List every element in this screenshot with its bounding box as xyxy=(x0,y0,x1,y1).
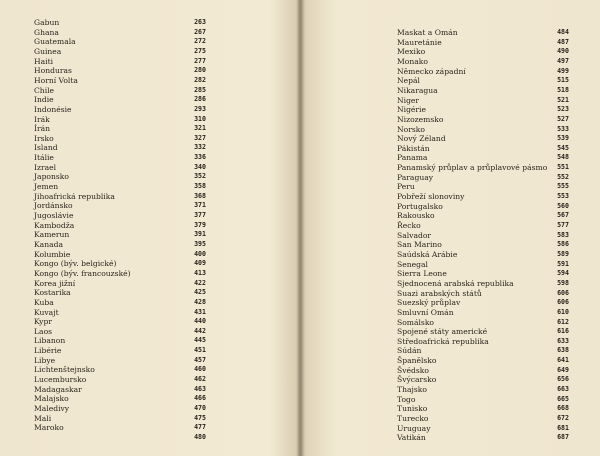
page-number: 275 xyxy=(194,46,206,55)
page-number: 371 xyxy=(194,201,206,210)
page-number: 282 xyxy=(194,75,206,84)
page-number: 687 xyxy=(557,433,569,442)
country-name: Kanada xyxy=(34,239,64,249)
page-number: 451 xyxy=(194,346,206,355)
country-name: Irsko xyxy=(34,133,54,143)
country-name: Kostarika xyxy=(34,288,71,298)
page-number: 463 xyxy=(194,384,206,393)
country-name: Chile xyxy=(34,85,55,95)
country-name: Kuba xyxy=(34,297,54,307)
country-name: Irák xyxy=(34,114,50,124)
page-number: 515 xyxy=(557,76,569,85)
country-name: Indonésie xyxy=(34,104,72,114)
country-name: Ghana xyxy=(34,27,59,37)
page-number: 272 xyxy=(194,37,206,46)
country-name: Senegal xyxy=(397,259,428,269)
page-number: 656 xyxy=(557,375,569,384)
country-name: Rakousko xyxy=(397,211,435,221)
page-number: 340 xyxy=(194,162,206,171)
country-name: Libye xyxy=(34,355,56,365)
page-number: 280 xyxy=(194,66,206,75)
page-number: 277 xyxy=(194,56,206,65)
page-number: 395 xyxy=(194,239,206,248)
country-name: Írán xyxy=(34,124,51,134)
page-number: 649 xyxy=(557,365,569,374)
country-name: San Marino xyxy=(397,240,442,250)
left-page xyxy=(0,0,299,456)
page-number: 475 xyxy=(194,413,206,422)
page-number: 480 xyxy=(194,432,206,441)
country-name: Norsko xyxy=(397,124,425,134)
country-name: Libanon xyxy=(34,336,66,346)
country-name: Maskat a Omán xyxy=(397,28,458,37)
page-number: 552 xyxy=(557,172,569,181)
country-name: Mali xyxy=(34,413,52,423)
page-number: 591 xyxy=(557,259,569,268)
country-name: Laos xyxy=(34,326,53,336)
country-name: Sierra Leone xyxy=(397,269,447,279)
country-name: Středoafrická republika xyxy=(397,336,489,346)
page-number: 606 xyxy=(557,298,569,307)
page-number: 431 xyxy=(194,307,206,316)
page-number: 409 xyxy=(194,259,206,268)
country-name: Nepál xyxy=(397,76,420,86)
page-number: 327 xyxy=(194,133,206,142)
country-name: Jemen xyxy=(34,182,59,192)
country-name: Jihoafrická republika xyxy=(34,191,115,201)
country-name: Paraguay xyxy=(397,172,434,182)
country-name: Kamerun xyxy=(34,230,70,240)
page-number: 368 xyxy=(194,191,206,200)
page-number: 672 xyxy=(557,414,569,422)
page-number: 497 xyxy=(557,56,569,65)
page-number: 594 xyxy=(557,269,569,278)
page-number: 533 xyxy=(557,124,569,133)
country-name: Indie xyxy=(34,95,54,105)
page-number: 484 xyxy=(557,28,569,36)
page-number: 586 xyxy=(557,240,569,249)
country-name: Panama xyxy=(397,153,428,163)
country-name: Kuvajt xyxy=(34,307,59,317)
country-name: Mexiko xyxy=(397,47,426,57)
page-number: 551 xyxy=(557,163,569,172)
page-number: 470 xyxy=(194,404,206,412)
country-name: Suezský průplav xyxy=(397,298,461,308)
page-number: 589 xyxy=(557,249,569,258)
page-number: 466 xyxy=(194,394,206,403)
country-name: Monako xyxy=(397,56,428,66)
page-number: 377 xyxy=(194,211,206,219)
country-name: Lucembursko xyxy=(34,375,87,385)
country-name: Madagaskar xyxy=(34,384,82,394)
page-number: 440 xyxy=(194,317,206,326)
page-number: 521 xyxy=(557,95,569,104)
country-name: Horní Volta xyxy=(34,75,78,85)
country-name: Tunisko xyxy=(397,404,428,414)
country-name: Lichtenštejnsko xyxy=(34,365,95,375)
page-number: 445 xyxy=(194,336,206,345)
page-number: 633 xyxy=(557,336,569,345)
country-name: Maroko xyxy=(34,423,64,433)
page-number: 477 xyxy=(194,423,206,432)
country-name: Honduras xyxy=(34,66,72,76)
country-name: Maledivy xyxy=(34,404,70,413)
page-number: 548 xyxy=(557,153,569,162)
country-name: Korea jižní xyxy=(34,278,76,288)
country-name: Guatemala xyxy=(34,37,76,47)
country-name: Haiti xyxy=(34,56,54,66)
country-name: Súdán xyxy=(397,346,422,356)
page-number: 681 xyxy=(557,423,569,432)
page-number: 610 xyxy=(557,307,569,316)
country-name: Jordánsko xyxy=(34,201,73,211)
page-number: 560 xyxy=(557,201,569,210)
page-number: 545 xyxy=(557,143,569,152)
page-number: 487 xyxy=(557,37,569,46)
page-number: 616 xyxy=(557,327,569,336)
page-number: 665 xyxy=(557,394,569,403)
page-number: 457 xyxy=(194,355,206,364)
country-name: Panamský průplav a průplavové pásmo xyxy=(397,163,548,173)
country-name: Kambodža xyxy=(34,220,75,230)
page-number: 668 xyxy=(557,404,569,413)
country-name: Španělsko xyxy=(397,356,437,366)
country-name: Kongo (býv. belgické) xyxy=(34,259,117,269)
country-name: Japonsko xyxy=(34,172,69,182)
page-number: 555 xyxy=(557,182,569,191)
page-number: 400 xyxy=(194,249,206,258)
page-number: 425 xyxy=(194,288,206,297)
country-name: Saúdská Arábie xyxy=(397,249,458,259)
page-number: 499 xyxy=(557,66,569,75)
page-number: 663 xyxy=(557,385,569,394)
country-name: Vatikán xyxy=(397,433,426,443)
country-name: Sjednocená arabská republika xyxy=(397,278,514,288)
page-number: 460 xyxy=(194,365,206,374)
page-number: 332 xyxy=(194,143,206,152)
page-number: 310 xyxy=(194,114,206,123)
country-name: Nigérie xyxy=(397,105,426,115)
page-number: 358 xyxy=(194,182,206,191)
right-page xyxy=(301,0,600,456)
page-number: 267 xyxy=(194,27,206,36)
country-name: Řecko xyxy=(397,221,421,230)
page-number: 391 xyxy=(194,230,206,239)
country-name: Nikaragua xyxy=(397,85,438,95)
country-name: Izrael xyxy=(34,162,57,172)
country-name: Suazi arabských států xyxy=(397,288,482,298)
country-name: Smluvní Omán xyxy=(397,307,454,317)
country-name: Německo západní xyxy=(397,66,466,76)
page-number: 379 xyxy=(194,220,206,229)
country-name: Gabun xyxy=(34,18,60,27)
page-number: 518 xyxy=(557,85,569,94)
page-number: 263 xyxy=(194,18,206,26)
country-name: Kypr xyxy=(34,317,52,327)
page-number: 606 xyxy=(557,288,569,297)
page-number: 336 xyxy=(194,153,206,162)
page-number: 523 xyxy=(557,105,569,114)
country-name: Spojené státy americké xyxy=(397,327,488,337)
index-entry xyxy=(34,432,206,443)
index-entry xyxy=(397,432,569,443)
page-number: 598 xyxy=(557,278,569,287)
page-number: 428 xyxy=(194,297,206,306)
page-number: 490 xyxy=(557,47,569,56)
country-name: Portugalsko xyxy=(397,201,443,211)
page-number: 612 xyxy=(557,317,569,326)
page-number: 527 xyxy=(557,114,569,123)
page-number: 293 xyxy=(194,104,206,113)
country-name: Pákistán xyxy=(397,143,430,153)
country-name: Niger xyxy=(397,95,420,105)
page-number: 539 xyxy=(557,134,569,143)
country-name: Malajsko xyxy=(34,394,69,404)
page-number: 285 xyxy=(194,85,206,94)
country-name: Guinea xyxy=(34,46,62,56)
country-name: Švédsko xyxy=(397,365,429,375)
page-number: 567 xyxy=(557,211,569,220)
page-number: 638 xyxy=(557,346,569,355)
country-name: Kolumbie xyxy=(34,249,71,259)
country-name: Nizozemsko xyxy=(397,114,444,124)
page-number: 442 xyxy=(194,326,206,335)
country-name: Nový Zéland xyxy=(397,134,446,144)
page-number: 462 xyxy=(194,375,206,384)
country-name: Uruguay xyxy=(397,423,431,433)
country-name: Kongo (býv. francouzské) xyxy=(34,268,131,278)
country-name: Island xyxy=(34,143,58,153)
country-name: Turecko xyxy=(397,414,429,423)
country-name: Salvador xyxy=(397,230,432,240)
page-number: 352 xyxy=(194,172,206,181)
country-name: Jugoslávie xyxy=(34,211,74,220)
country-name: Švýcarsko xyxy=(397,375,437,385)
country-name: Mauretánie xyxy=(397,37,442,47)
page-number: 413 xyxy=(194,268,206,277)
country-name: Togo xyxy=(397,394,416,404)
country-name: Somálsko xyxy=(397,317,435,327)
country-name: Thajsko xyxy=(397,385,427,395)
page-number: 577 xyxy=(557,221,569,229)
country-name: Pobřeží slonoviny xyxy=(397,192,465,202)
page-number: 422 xyxy=(194,278,206,287)
country-name: Libérie xyxy=(34,346,62,356)
country-name: Itálie xyxy=(34,153,54,163)
page-number: 321 xyxy=(194,124,206,133)
page-number: 641 xyxy=(557,356,569,365)
page-number: 286 xyxy=(194,95,206,104)
country-name: Peru xyxy=(397,182,415,192)
page-number: 583 xyxy=(557,230,569,239)
page-number: 553 xyxy=(557,192,569,201)
